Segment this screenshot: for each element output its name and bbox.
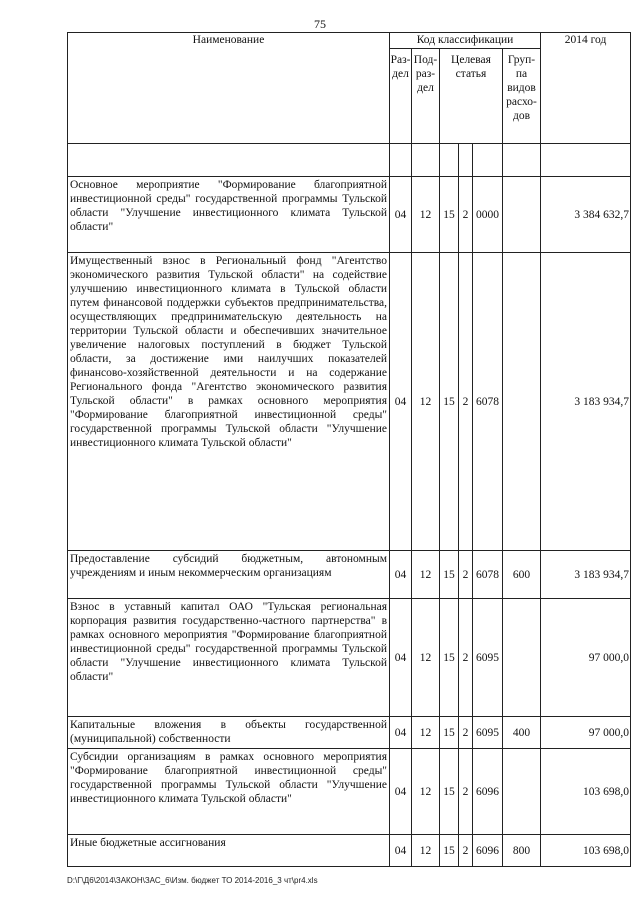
row-name: Капитальные вложения в объекты государственной (муниципальной) собственности <box>68 717 390 749</box>
table-row <box>68 177 631 253</box>
row-podrazdel: 12 <box>412 749 440 835</box>
row-amount: 97 000,0 <box>541 717 631 749</box>
row-amount: 97 000,0 <box>541 599 631 717</box>
budget-table <box>67 32 631 867</box>
row-razdel: 04 <box>390 717 412 749</box>
row-podrazdel: 12 <box>412 551 440 599</box>
page-number: 75 <box>314 17 326 31</box>
row-amount: 3 183 934,7 <box>541 253 631 551</box>
row-name: Иные бюджетные ассигнования <box>68 835 390 867</box>
header-classification: Код классификации <box>390 33 541 49</box>
footer-file-path: D:\Г\Д6\2014\ЗАКОН\ЗАС_6\Изм. бюджет ТО 2014-2016_3 чт\pr4.xls <box>67 876 318 885</box>
header-section: Раз- дел <box>390 49 412 144</box>
row-razdel: 04 <box>390 253 412 551</box>
row-cs1: 15 <box>440 253 459 551</box>
row-amount: 103 698,0 <box>541 749 631 835</box>
row-cs3: 6095 <box>473 717 503 749</box>
row-cs1: 15 <box>440 599 459 717</box>
header-row-top <box>68 33 631 49</box>
row-vid <box>503 749 541 835</box>
row-cs3: 0000 <box>473 177 503 253</box>
header-year: 2014 год <box>541 33 631 144</box>
row-cs2: 2 <box>459 749 473 835</box>
row-razdel: 04 <box>390 551 412 599</box>
row-cs2: 2 <box>459 253 473 551</box>
row-cs2: 2 <box>459 835 473 867</box>
header-target-article: Целевая статья <box>440 49 503 144</box>
table-row <box>68 253 631 551</box>
row-razdel: 04 <box>390 835 412 867</box>
row-amount: 103 698,0 <box>541 835 631 867</box>
row-razdel: 04 <box>390 749 412 835</box>
row-name: Предоставление субсидий бюджетным, автономным учреждениям и иным некоммерческим организациям <box>68 551 390 599</box>
row-cs2: 2 <box>459 599 473 717</box>
row-podrazdel: 12 <box>412 253 440 551</box>
row-name: Основное мероприятие "Формирование благоприятной инвестиционной среды" государственной программы Тульской области "Улучшение инвестиционного климата Тульской области" <box>68 177 390 253</box>
row-cs2: 2 <box>459 177 473 253</box>
row-cs3: 6095 <box>473 599 503 717</box>
row-podrazdel: 12 <box>412 599 440 717</box>
row-vid: 400 <box>503 717 541 749</box>
row-podrazdel: 12 <box>412 177 440 253</box>
row-cs1: 15 <box>440 835 459 867</box>
table-row <box>68 551 631 599</box>
row-vid: 600 <box>503 551 541 599</box>
row-cs1: 15 <box>440 551 459 599</box>
table-row <box>68 717 631 749</box>
row-name: Имущественный взнос в Региональный фонд "Агентство экономического развития Тульской области" на содействие улучшению инвестиционного климата в Тульской области путем финансовой поддержки субъектов предпринимательства, осуществляющих предпринимательскую деятельность на территории Тульской области и обеспечивших значительное увеличение налоговых поступлений в бюджет Тульской области, за достижение ими наилучших показателей финансово-хозяйственной деятельности и на содержание Регионального фонда "Агентство экономического развития Тульской области" в рамках основного мероприятия "Формирование благоприятной инвестиционной среды" государственной программы Тульской области "Улучшение инвестиционного климата Тульской области" <box>68 253 390 551</box>
row-name: Взнос в уставный капитал ОАО "Тульская региональная корпорация развития государственно-частного партнерства" в рамках основного мероприятия "Формирование благоприятной инвестиционной среды" государственной программы Тульской области "Улучшение инвестиционного климата Тульской области" <box>68 599 390 717</box>
row-razdel: 04 <box>390 177 412 253</box>
table-row <box>68 835 631 867</box>
row-cs3: 6078 <box>473 253 503 551</box>
table-row <box>68 599 631 717</box>
table-row <box>68 749 631 835</box>
row-vid <box>503 177 541 253</box>
header-subsection: Под- раз- дел <box>412 49 440 144</box>
row-cs1: 15 <box>440 177 459 253</box>
row-cs2: 2 <box>459 717 473 749</box>
header-spacer-row <box>68 144 631 177</box>
row-cs1: 15 <box>440 749 459 835</box>
header-expense-group: Груп- па видов расхо- дов <box>503 49 541 144</box>
row-cs3: 6096 <box>473 835 503 867</box>
row-razdel: 04 <box>390 599 412 717</box>
row-vid <box>503 253 541 551</box>
row-podrazdel: 12 <box>412 835 440 867</box>
row-amount: 3 384 632,7 <box>541 177 631 253</box>
row-amount: 3 183 934,7 <box>541 551 631 599</box>
row-cs2: 2 <box>459 551 473 599</box>
header-name: Наименование <box>68 33 390 144</box>
row-podrazdel: 12 <box>412 717 440 749</box>
row-vid: 800 <box>503 835 541 867</box>
row-cs3: 6078 <box>473 551 503 599</box>
row-name: Субсидии организациям в рамках основного мероприятия "Формирование благоприятной инвестиционной среды" государственной программы Тульской области "Улучшение инвестиционного климата Тульской области" <box>68 749 390 835</box>
row-cs3: 6096 <box>473 749 503 835</box>
row-cs1: 15 <box>440 717 459 749</box>
row-vid <box>503 599 541 717</box>
